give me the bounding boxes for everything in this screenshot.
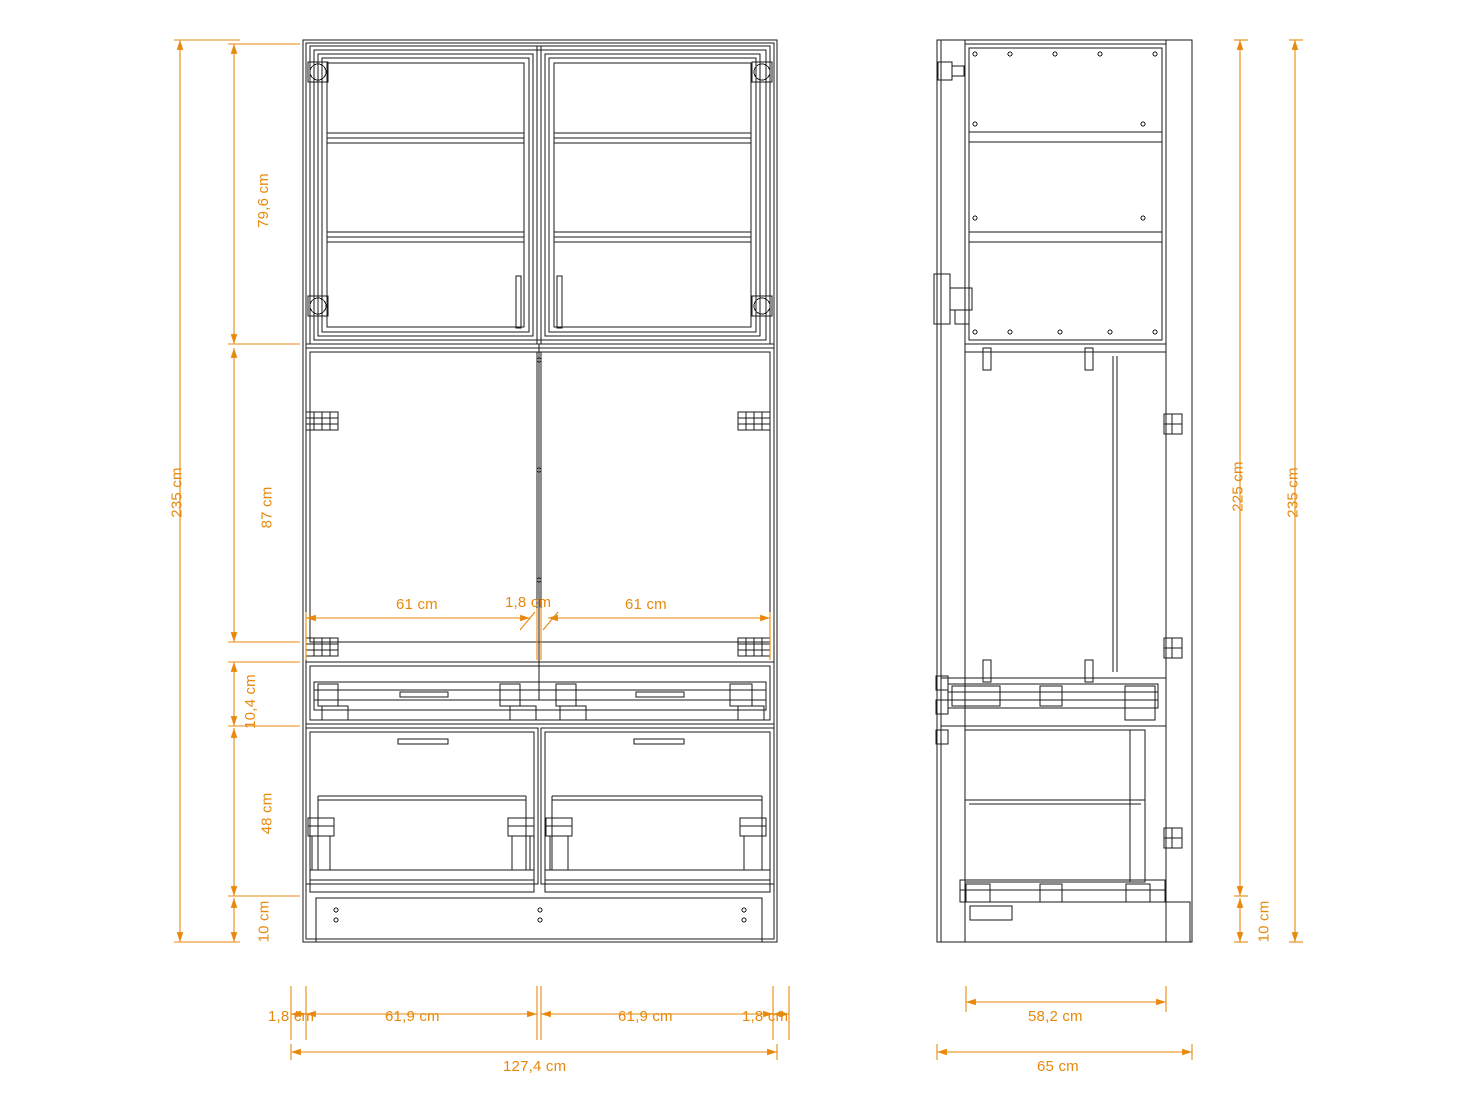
dim-side-overall-height: 235 cm <box>1284 467 1302 518</box>
dim-front-plinth-height: 10 cm <box>255 900 273 943</box>
dim-upper-drawer-height: 10,4 cm <box>241 674 259 729</box>
dim-inner-left-width: 61 cm <box>396 596 438 613</box>
dim-front-overall-height: 235 cm <box>168 467 186 518</box>
dim-side-inner-depth: 58,2 cm <box>1028 1008 1083 1025</box>
dim-side-plinth-height: 10 cm <box>1255 900 1273 943</box>
dim-upper-glass-height: 79,6 cm <box>254 173 272 228</box>
dim-lower-drawer-height: 48 cm <box>258 792 276 835</box>
dim-side-overall-depth: 65 cm <box>1037 1058 1079 1075</box>
dim-side-panel-right: 1,8 cm <box>742 1008 789 1025</box>
dim-side-body-height: 225 cm <box>1229 461 1247 512</box>
dim-front-overall-width: 127,4 cm <box>503 1058 567 1075</box>
dim-center-divider-width: 1,8 cm <box>505 594 552 611</box>
dim-middle-section-height: 87 cm <box>258 486 276 529</box>
dim-side-panel-left: 1,8 cm <box>268 1008 315 1025</box>
dim-door-right-width: 61,9 cm <box>618 1008 673 1025</box>
dim-inner-right-width: 61 cm <box>625 596 667 613</box>
dim-door-left-width: 61,9 cm <box>385 1008 440 1025</box>
